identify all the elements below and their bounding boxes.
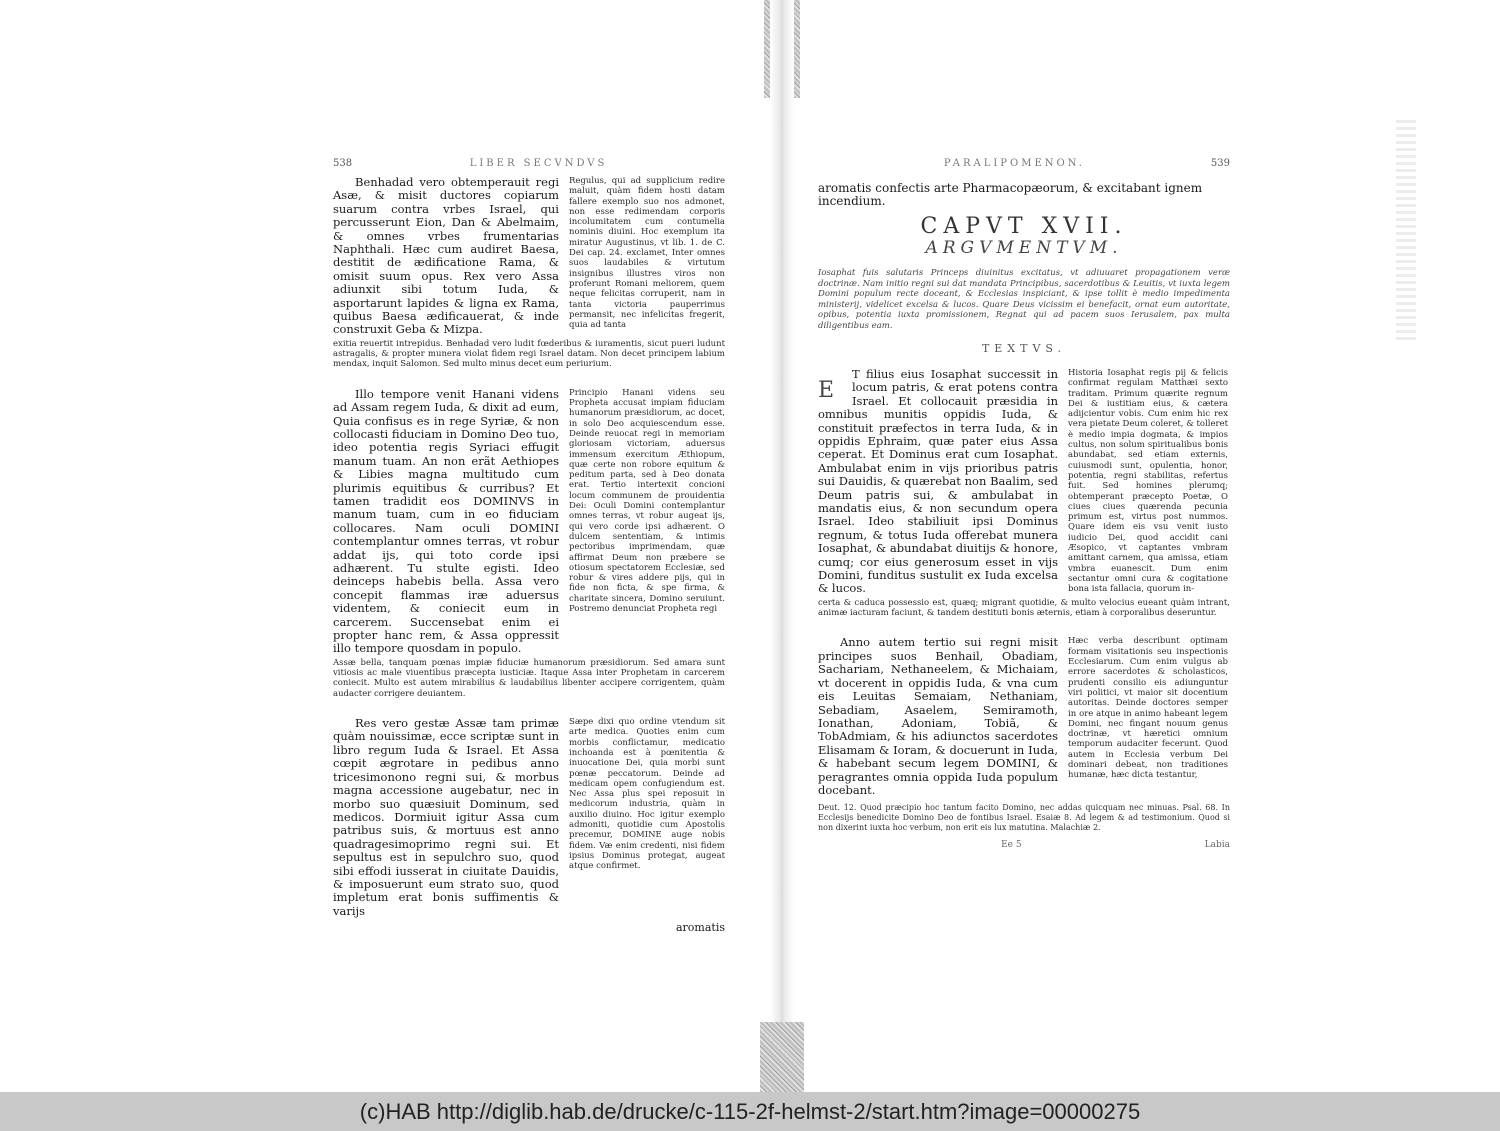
signature-mark: Ee 5 — [1001, 840, 1022, 851]
main-text: Anno autem tertio sui regni misit principes suos Benhail, Obadiam, Sachariam, Nethaneelem, & Michaiam, vt docerent in oppidis Iuda, & vna cum eis Leuitas Semaiam, Nethaniam, Sebadiam, Asaelem, Semiramoth, Ionathan, Adoniam, Tobiã, & TobAdmiam, & his adiunctos sacerdotes Elisamam & Ioram, & docuerunt in Iuda, & habebant secum legem DOMINI, & peragrantes omnia oppida Iuda populum docebant. — [818, 635, 1058, 797]
commentary-continuation: exitia reuertit intrepidus. Benhadad vero ludit fœderibus & iuramentis, sicut pueri ludunt astragalis, & propter munera violat fidem regi Israel datam. Non decet principem labium mendax, inquit Salomon. Sed multo minus decet eum periurium. — [333, 338, 725, 370]
right-section-2 — [818, 636, 1230, 797]
commentary-continuation: Assæ bella, tanquam pœnas impiæ fiduciæ humanorum præsidiorum. Sed amara sunt vitiosis ac male viuentibus præcepta iusticiæ. Itaque Assa inter Prophetam in carcerem coniecit. Multo est autem mirabilius & laudabilius libenter accipere corrigentem, quàm audacter corrigere deuiantem. — [333, 657, 725, 699]
chapter-heading: CAPVT XVII. — [920, 214, 1128, 240]
commentary: Hæc verba describunt optimam formam visitationis seu inspectionis Ecclesiarum. Cum enim vulgus ab errore sacerdotes & scholasticos, prudenti consilio eis adiunguntur viri politici, vt maior sit docentium autoritas. Deinde doctores semper in ore atque in animo habeant legem Domini, nec fingant nouum genus doctrinæ, vt hæretici omnium temporum audaciter fecerunt. Quod autem in Ecclesia verbum Dei dominari debeat, non traditiones humanæ, hæc dicta testantur, — [1068, 636, 1228, 781]
credit-bar — [0, 1092, 1500, 1131]
main-text: Illo tempore venit Hanani videns ad Assam regem Iuda, & dixit ad eum, Quia confisus es in rege Syriæ, & non collocasti fiduciam in Domino Deo tuo, ideo potentia regis Syriaci effugit manum tuam. An non erãt Aethiopes & Libies magna multitudo cum plurimis equitibus & curribus? Et tamen tradidit eos DOMINVS in manum tuam, cum in eo fiduciam collocares. Nam oculi DOMINI contemplantur omnes terras, vt robur addat ijs, qui toto corde ipsi adhærent. Tu stulte egisti. Ideo deinceps habebis bella. Assa vero concepit flammas iræ aduersus videntem, & coniecit eum in carcerem. Succensebat enim ei propter hanc rem, & Assa oppressit illo tempore quosdam in populo. — [333, 386, 559, 656]
binding-strip-bottom — [760, 1022, 804, 1092]
footnote: Deut. 12. Quod præcipio hoc tantum facito Domino, nec addas quicquam nec minuas. Psal. 68. In Ecclesijs benedicite Domino Deo de fontibus Israel. Esaiæ 8. Ad legem & ad testimonium. Quod si non dixerint iuxta hoc verbum, non erit eis lux matutina. Malachiæ 2. — [818, 803, 1230, 833]
page-footer — [818, 839, 1230, 852]
main-text: Benhadad vero obtemperauit regi Asæ, & misit ductores copiarum suarum contra vrbes Israel, qui percusserunt Eion, Dan & Abelmaim, & omnes vrbes frumentarias Naphthali. Hæc cum audiret Baesa, destitit de ædificatione Rama, & omisit suum opus. Rex vero Assa adiunxit sibi totum Iuda, & asportarunt lapides & ligna ex Rama, quibus Baesa ædificauerat, & inde construxit Geba & Mizpa. — [333, 175, 559, 337]
right-running-head — [818, 158, 1230, 176]
catchword: aromatis — [675, 921, 725, 935]
commentary: Regulus, qui ad supplicium redire maluit, quàm fidem hosti datam fallere exemplo suo nos admonet, non esse redimendam corporis incolumitatem cum contumelia nominis diuini. Hoc exemplum ita miratur Augustinus, vt lib. 1. de C. Dei cap. 24. exclamet, Inter omnes suos laudabiles & virtutum insignibus illustres viros non proferunt Romani meliorem, quem neque felicitas corruperit, nam in tanta victoria pauperrimus permansit, nec infelicitas fregerit, quia ad tanta — [569, 176, 725, 331]
right-page — [818, 158, 1230, 852]
book-gutter — [770, 0, 794, 1092]
main-text: Res vero gestæ Assæ tam primæ quàm nouissimæ, ecce scriptæ sunt in libro regum Iuda & Israel. Et Assa cœpit ægrotare in pedibus anno tricesimonono regni sui, & morbus magna accessione augebatur, nec in morbo suo quæsiuit Dominum, sed medicos. Dormiuit igitur Assa cum patribus suis, & mortuus est anno quadragesimoprimo regni sui. Et sepultus est in sepulchro suo, quod sibi effodi iusserat in ciuitate Dauidis, & imposuerunt eum strato suo, quod impletum erat bonis suffimentis & varijs — [333, 716, 559, 918]
left-running-title: LIBER SECVNDVS — [469, 158, 608, 169]
left-section-1 — [333, 176, 725, 337]
left-section-3 — [333, 717, 725, 918]
commentary: Historia Iosaphat regis pij & felicis confirmat regulam Matthæi sexto traditam. Primum quærite regnum Dei & iustitiam eius, & cætera adijcientur vobis. Cum enim hic rex vera pietate Deum coleret, & tolleret è medio impia dogmata, & impios cultus, non solum spiritualibus bonis abundabat, sed etiam externis, cuiusmodi sunt, opulentia, honor, potentia, regni stabilitas, refertus fuit. Sed homines plerumq; obtemperant præcepto Poetæ, O ciues ciues quærenda pecunia primum est, virtus post nummos. Quare idem eis vsu venit iusto iudicio Dei, quod accidit cani Æsopico, vt captantes vmbram amittant carnem, qua amissa, etiam vmbra euanescit. Dum enim sectantur omni cura & cogitatione bona ista fallacia, quorum in- — [1068, 367, 1228, 595]
drop-cap: E — [818, 377, 835, 403]
argument-text: Iosaphat fuis salutaris Princeps diuinitus excitatus, vt adiuuaret propagationem veræ doctrinæ. Nam initio regni sui dat mandata Principibus, sacerdotibus & Leuitis, vt iuxta legem Domini populum recte doceant, & Ecclesias inspiciant, & ipse tollit è medio impedimenta ministerij, videlicet excelsa & lucos. Quare Deus vicissim ei benefacit, ornat eum autoritate, opibus, potentia iuxta promissionem, Regnat qui ad pacem suos Ierusalem, pax multa diligentibus eam. — [818, 268, 1230, 331]
textus-heading: TEXTVS. — [981, 342, 1067, 356]
commentary: Principio Hanani videns seu Propheta accusat impiam fiduciam humanorum præsidiorum, ac docet, in solo Deo acquiescendum esse. Deinde reuocat regi in memoriam gloriosam victoriam, aduersus immensum exercitum Æthiopum, quæ certe non robore equitum & peditum parta, sed à Deo donata erat. Tertio intertexit concioni locum communem de prouidentia Dei: Oculi Domini contemplantur omnes terras, vt robur augeat ijs, qui vero corde ipsi adhærent. O dulcem sententiam, & intimis pectoribus imprimendam, quæ affirmat Deum non præbere se otiosum spectatorem Ecclesiæ, sed robur & vires addere pijs, qui in fide non ficta, & spe firma, & charitate sincera, Domino seruiunt. Postremo denunciat Propheta regi — [569, 387, 725, 614]
argument-heading: ARGVMENTVM. — [925, 237, 1123, 258]
credit-text: (c)HAB http://diglib.hab.de/drucke/c-115-2f-helmst-2/start.htm?image=00000275 — [359, 1098, 1141, 1124]
left-page — [333, 158, 725, 935]
right-page-number: 539 — [1210, 158, 1230, 169]
left-section-2 — [333, 388, 725, 656]
left-running-head — [333, 158, 725, 176]
right-section-1 — [818, 368, 1230, 596]
continued-line: aromatis confectis arte Pharmacopæorum, & excitabant ignem incendium. — [818, 181, 1203, 208]
commentary-continuation: certa & caduca possessio est, quæq; migrant quotidie, & multo velocius eueant quàm intrant, animæ iacturam faciunt, & tandem destituti bonis æternis, etiam à corporalibus deseruntur. — [818, 597, 1230, 619]
page-edge-texture — [1396, 120, 1416, 340]
commentary: Sæpe dixi quo ordine vtendum sit arte medica. Quoties enim cum morbis conflictamur, medicatio inchoanda est à pœnitentia & inuocatione Dei, quia morbi sunt pœnæ peccatorum. Deinde ad medicam opem confugiendum est. Nec Assa plus spei reposuit in medicorum industria, quàm in auxilio diuino. Hoc igitur exemplo admoniti, quotidie cum Apostolis precemur, DOMINE auge nobis fidem. Væ enim credenti, nisi fidem ipsius Dominus protegat, augeat atque confirmet. — [569, 717, 725, 872]
main-text: E T filius eius Iosaphat successit in locum patris, & erat potens contra Israel. Et collocauit præsidia in omnibus munitis oppidis Iuda, & constituit præfectos in terra Iuda, & in oppidis Ephraim, quæ pater eius Assa ceperat. Et Dominus erat cum Iosaphat. Ambulabat enim in vijs prioribus patris sui Dauidis, & quærebat non Baalim, sed Deum patris sui, & ambulabat in mandatis eius, & non secundum opera Israel. Ideo stabiliuit ipsi Dominus regnum, & totus Iuda offerebat munera Iosaphat, & abundabat diuitijs & honore, cumq; cor eius generosum esset in vijs Domini, funditus sustulit ex Iuda excelsa & lucos. — [818, 366, 1058, 596]
left-page-number: 538 — [333, 158, 353, 169]
catchword: Labia — [1204, 840, 1230, 851]
right-running-title: PARALIPOMENON. — [943, 158, 1085, 169]
